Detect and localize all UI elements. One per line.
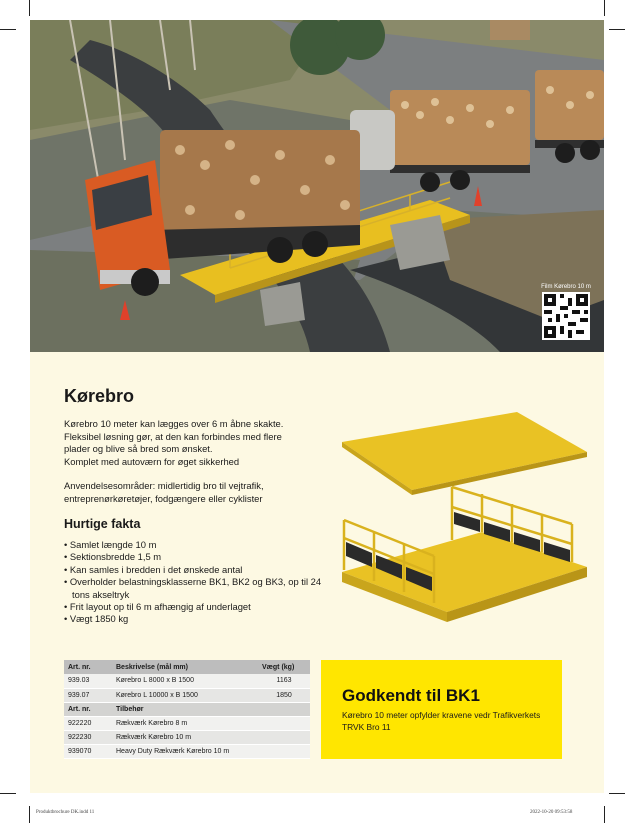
cell-description: Kørebro L 8000 x B 1500 [112,674,258,688]
fact-item: • Kan samles i bredden i det ønskede antal [64,564,324,576]
quick-facts-heading: Hurtige fakta [64,517,141,531]
approval-text: Kørebro 10 meter opfylder kravene vedr Trafikverkets TRVK Bro 11 [342,710,541,732]
quick-facts-list [64,539,324,626]
qr-code-pattern [544,294,588,338]
hero-photo-timber-truck-on-bridge [30,20,604,352]
col-header-weight: Vægt (kg) [258,660,310,674]
cell-description: Kørebro L 10000 x B 1500 [112,688,258,702]
cell-art-nr: 922220 [64,716,112,730]
cell-weight [258,716,310,730]
crop-mark [29,0,30,16]
product-description [64,418,324,506]
intro-line: Komplet med autoværn for øget sikkerhed [64,455,240,467]
crop-mark [0,29,16,30]
fact-item: • Sektionsbredde 1,5 m [64,551,324,563]
article-table [64,660,310,759]
crop-mark [604,806,605,823]
cell-art-nr: 939070 [64,744,112,758]
intro-line: Kørebro 10 meter kan lægges over 6 m åbne skakte. [64,418,284,429]
crop-mark [29,806,30,823]
approval-callout [321,660,562,759]
fact-item: • Vægt 1850 kg [64,613,324,625]
fact-item: • Overholder belastningsklasserne BK1, BK2 og BK3, op til 24 tons akseltryk [64,576,324,601]
approval-title: Godkendt til BK1 [342,686,480,705]
cell-weight: 1850 [258,688,310,702]
intro-line: plader og blive så bred som ønsket. [64,443,213,455]
cell-empty [258,702,310,716]
cell-weight: 1163 [258,674,310,688]
content-panel [30,352,604,793]
qr-code[interactable] [542,292,590,340]
cell-weight [258,744,310,758]
col-header-art-nr: Art. nr. [64,660,112,674]
table-header-row [64,660,310,674]
table-row [64,716,310,730]
fact-item: • Samlet længde 10 m [64,539,324,551]
cell-art-nr: 939.03 [64,674,112,688]
bridge-product-illustration [322,412,592,627]
photo-illustration [30,20,604,352]
table-row [64,674,310,688]
product-title: Kørebro [64,386,135,406]
video-qr-block[interactable] [540,284,592,340]
usage-line: entreprenørkøretøjer, fodgængere eller cyklister [64,492,263,504]
table-row [64,744,310,758]
cell-art-nr-header: Art. nr. [64,702,112,716]
usage-line: Anvendelsesområder: midlertidig bro til vejtrafik, [64,480,264,492]
qr-caption: Film Kørebro 10 m [541,284,591,290]
cell-art-nr: 939.07 [64,688,112,702]
fact-item: • Frit layout op til 6 m afhængig af underlaget [64,601,324,613]
cell-art-nr: 922230 [64,730,112,744]
cell-weight [258,730,310,744]
crop-mark [609,793,625,794]
crop-mark [0,793,16,794]
col-header-description: Beskrivelse (mål mm) [112,660,258,674]
cell-accessory-header: Tilbehør [112,702,258,716]
table-row [64,730,310,744]
footer-file-name: Produktbrochure DK.indd 11 [36,810,95,815]
cell-description: Rækværk Kørebro 10 m [112,730,258,744]
cell-description: Heavy Duty Rækværk Kørebro 10 m [112,744,258,758]
accessory-header-row [64,702,310,716]
table-row [64,688,310,702]
crop-mark [604,0,605,16]
crop-mark [609,29,625,30]
footer-timestamp: 2022-10-20 09:53:58 [530,810,573,815]
intro-line: Fleksibel løsning gør, at den kan forbindes med flere [64,430,282,442]
cell-description: Rækværk Kørebro 8 m [112,716,258,730]
